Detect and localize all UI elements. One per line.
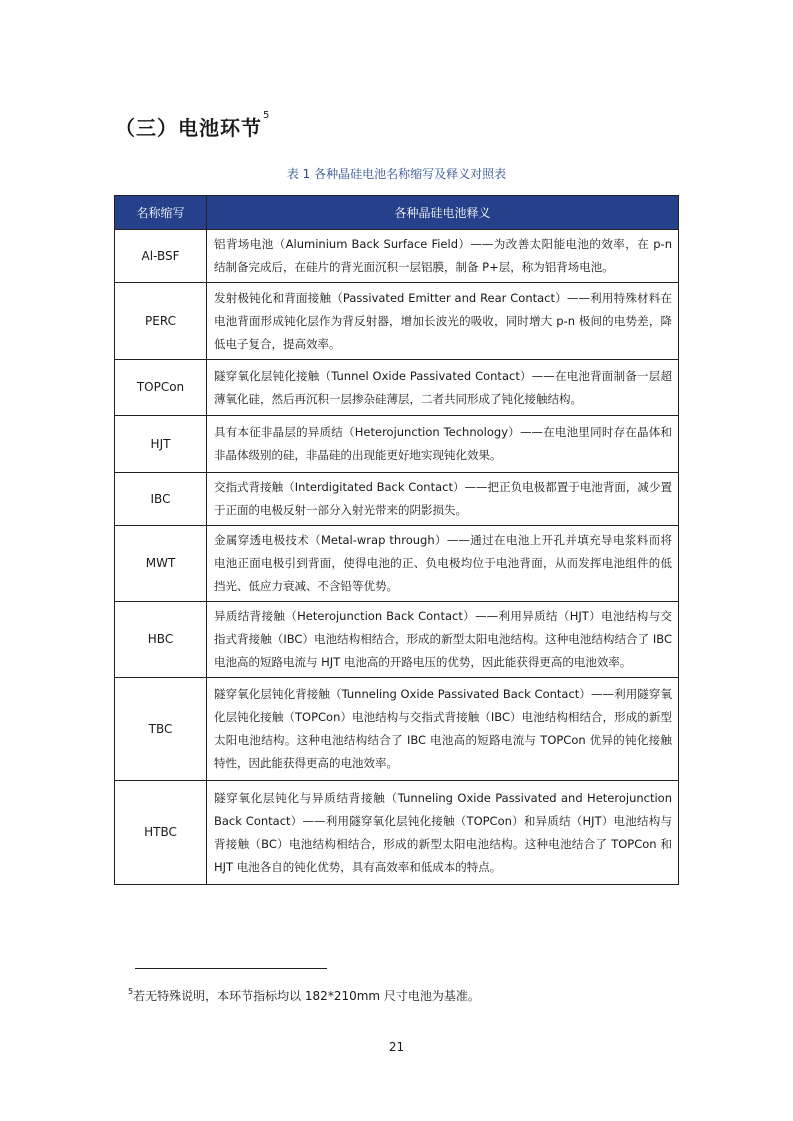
desc-cell: 发射极钝化和背面接触（Passivated Emitter and Rear Contact）——利用特殊材料在电池背面形成钝化层作为背反射器，增加长波光的吸收，同时增大 p-n 极间的电势差，降低电子复合，提高效率。 xyxy=(207,283,679,360)
abbr-cell: HBC xyxy=(115,602,207,678)
footnote-marker: 5 xyxy=(128,987,134,996)
abbr-cell: Al-BSF xyxy=(115,230,207,283)
table-row xyxy=(115,473,679,526)
abbr-cell: TBC xyxy=(115,678,207,781)
header-definition: 各种晶硅电池释义 xyxy=(207,196,679,230)
desc-cell: 具有本征非晶层的异质结（Heterojunction Technology）——在电池里同时存在晶体和非晶体级别的硅，非晶硅的出现能更好地实现钝化效果。 xyxy=(207,416,679,473)
abbr-cell: TOPCon xyxy=(115,360,207,416)
table-row xyxy=(115,526,679,602)
table-header-row xyxy=(115,196,679,230)
footnote-text: 若无特殊说明，本环节指标均以 182*210mm 尺寸电池为基准。 xyxy=(133,989,480,1003)
table-row xyxy=(115,678,679,781)
cell-definitions-table xyxy=(114,195,679,885)
desc-cell: 隧穿氧化层钝化背接触（Tunneling Oxide Passivated Back Contact）——利用隧穿氧化层钝化接触（TOPCon）电池结构与交指式背接触（IBC）电池结构相结合，形成的新型太阳电池结构。这种电池结构结合了 IBC 电池高的短路电流与 TOPCon 优异的钝化接触特性，因此能获得更高的电池效率。 xyxy=(207,678,679,781)
page-number: 21 xyxy=(388,1040,405,1054)
section-heading-text: （三）电池环节 xyxy=(115,116,262,140)
abbr-cell: MWT xyxy=(115,526,207,602)
heading-footnote-ref[interactable]: 5 xyxy=(263,110,271,121)
section-heading xyxy=(115,112,270,141)
abbr-cell: PERC xyxy=(115,283,207,360)
desc-cell: 交指式背接触（Interdigitated Back Contact）——把正负电极都置于电池背面，减少置于正面的电极反射一部分入射光带来的阴影损失。 xyxy=(207,473,679,526)
table-row xyxy=(115,416,679,473)
desc-cell: 铝背场电池（Aluminium Back Surface Field）——为改善太阳能电池的效率，在 p-n 结制备完成后，在硅片的背光面沉积一层铝膜，制备 P+层，称为铝背场电池。 xyxy=(207,230,679,283)
table-row xyxy=(115,360,679,416)
abbr-cell: HJT xyxy=(115,416,207,473)
desc-cell: 隧穿氧化层钝化接触（Tunnel Oxide Passivated Contact）——在电池背面制备一层超薄氧化硅，然后再沉积一层掺杂硅薄层，二者共同形成了钝化接触结构。 xyxy=(207,360,679,416)
table-row xyxy=(115,602,679,678)
table-row xyxy=(115,230,679,283)
abbr-cell: IBC xyxy=(115,473,207,526)
desc-cell: 异质结背接触（Heterojunction Back Contact）——利用异质结（HJT）电池结构与交指式背接触（IBC）电池结构相结合，形成的新型太阳电池结构。这种电池结构结合了 IBC 电池高的短路电流与 HJT 电池高的开路电压的优势，因此能获得更高的电池效率。 xyxy=(207,602,679,678)
footnote-separator xyxy=(135,968,327,969)
abbr-cell: HTBC xyxy=(115,781,207,885)
table-row xyxy=(115,283,679,360)
table-caption: 表 1 各种晶硅电池名称缩写及释义对照表 xyxy=(286,167,507,181)
desc-cell: 隧穿氧化层钝化与异质结背接触（Tunneling Oxide Passivated and Heterojunction Back Contact）——利用隧穿氧化层钝化接触（TOPCon）和异质结（HJT）电池结构与背接触（BC）电池结构相结合，形成的新型太阳电池结构。这种电池结合了 TOPCon 和 HJT 电池各自的钝化优势，具有高效率和低成本的特点。 xyxy=(207,781,679,885)
table-row xyxy=(115,781,679,885)
footnote xyxy=(128,987,480,1004)
header-abbreviation: 名称缩写 xyxy=(115,196,207,230)
desc-cell: 金属穿透电极技术（Metal-wrap through）——通过在电池上开孔并填充导电浆料而将电池正面电极引到背面，使得电池的正、负电极均位于电池背面，从而发挥电池组件的低挡光、低应力衰减、不含铅等优势。 xyxy=(207,526,679,602)
